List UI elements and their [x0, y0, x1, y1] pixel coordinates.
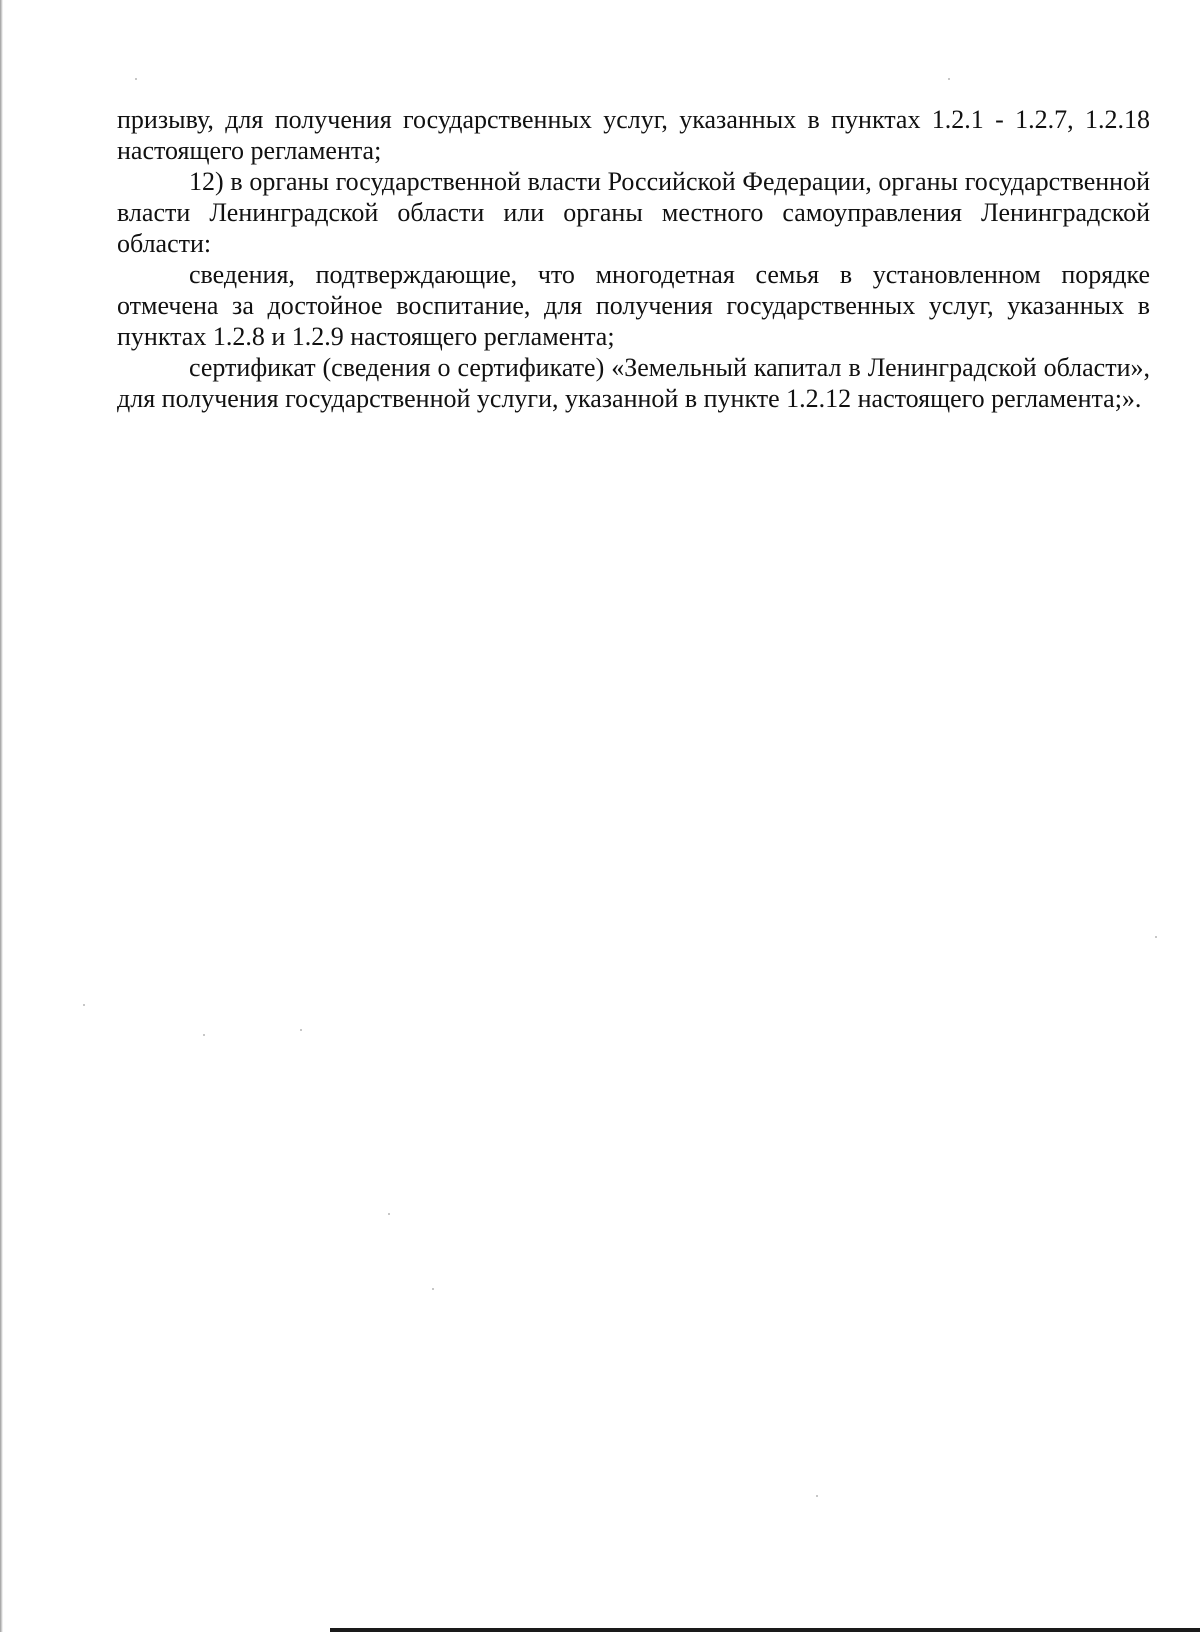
scan-speck — [948, 78, 950, 80]
scan-speck — [816, 1495, 818, 1497]
document-body — [117, 104, 1150, 414]
scan-speck — [1155, 936, 1157, 938]
scan-left-edge — [0, 0, 3, 1632]
scan-speck — [135, 78, 137, 80]
paragraph-continuation: призыву, для получения государственных услуг, указанных в пунктах 1.2.1 - 1.2.7, 1.2.18 настоящего регламента; — [117, 105, 1150, 165]
paragraph-land-capital-certificate: сертификат (сведения о сертификате) «Земельный капитал в Ленинградской области», для получения государственной услуги, указанной в пункте 1.2.12 настоящего регламента;». — [117, 353, 1150, 413]
scan-speck — [203, 1034, 205, 1036]
scan-speck — [388, 1213, 390, 1215]
scan-bottom-edge — [330, 1628, 1200, 1632]
scan-speck — [432, 1288, 434, 1290]
paragraph-item-12: 12) в органы государственной власти Российской Федерации, органы государственной власти Ленинградской области или органы местного самоуправления Ленинградской области: — [117, 167, 1150, 258]
paragraph-large-family-info: сведения, подтверждающие, что многодетная семья в установленном порядке отмечена за достойное воспитание, для получения государственных услуг, указанных в пунктах 1.2.8 и 1.2.9 настоящего регламента; — [117, 260, 1150, 351]
scan-speck — [83, 1004, 85, 1006]
scan-speck — [300, 1029, 302, 1031]
